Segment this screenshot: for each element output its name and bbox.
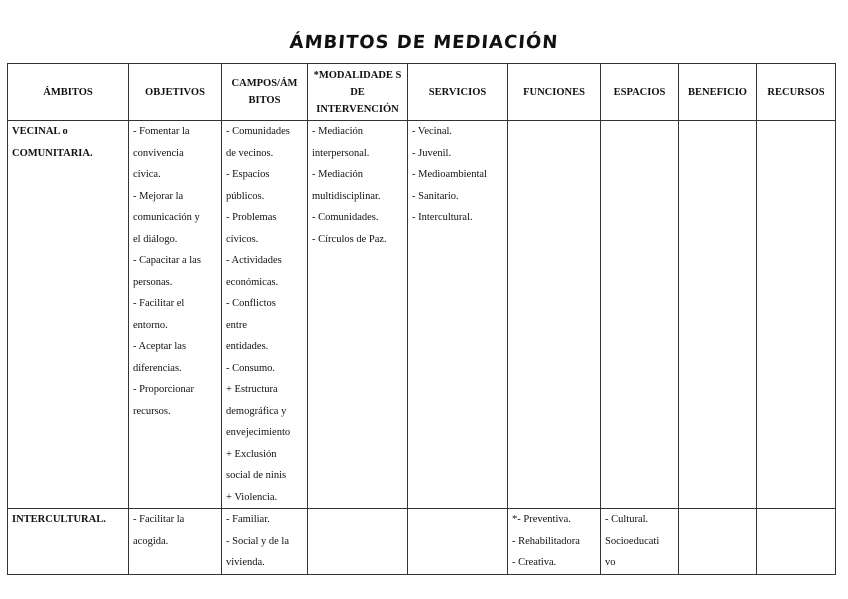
cell-line: entre: [226, 319, 247, 331]
cell-objetivos: [129, 121, 222, 509]
cell-line: - Fomentar la: [133, 126, 190, 137]
header-funciones: FUNCIONES: [508, 64, 601, 121]
cell-servicios: [408, 121, 508, 509]
cell-funciones: [508, 509, 601, 575]
cell-espacios: [601, 509, 679, 575]
cell-line: + Exclusión: [226, 448, 277, 460]
cell-line: acogida.: [133, 535, 169, 547]
header-recursos: RECURSOS: [757, 64, 836, 121]
cell-line: social de ninis: [226, 470, 287, 481]
cell-line: - Cultural.: [605, 514, 649, 525]
cell-line: - Actividades: [226, 255, 282, 266]
cell-beneficio: [679, 121, 757, 509]
cell-ambito: [8, 509, 129, 575]
cell-recursos: [757, 121, 836, 509]
cell-line: entorno.: [133, 319, 168, 331]
cell-campos: [222, 509, 308, 575]
cell-line: personas.: [133, 276, 173, 288]
header-espacios: ESPACIOS: [601, 64, 679, 121]
table-row: [8, 509, 836, 575]
cell-line: públicos.: [226, 190, 265, 202]
cell-recursos: [757, 509, 836, 575]
cell-line: - Círculos de Paz.: [312, 233, 387, 245]
cell-line: entidades.: [226, 341, 269, 352]
cell-line: VECINAL o: [12, 126, 68, 137]
document-title: ÁMBITOS DE MEDIACIÓN: [288, 32, 560, 53]
cell-line: - Creativa.: [512, 557, 557, 568]
cell-line: *- Preventiva.: [512, 514, 571, 525]
cell-line: vo: [605, 557, 616, 568]
cell-line: cívica.: [133, 169, 161, 180]
cell-line: - Sanitario.: [412, 190, 459, 202]
cell-line: COMUNITARIA.: [12, 147, 93, 159]
cell-line: de vecinos.: [226, 147, 274, 159]
header-objetivos: OBJETIVOS: [129, 64, 222, 121]
header-campos: CAMPOS/ÁM BITOS: [222, 64, 308, 121]
cell-servicios: [408, 509, 508, 575]
cell-funciones: [508, 121, 601, 509]
cell-line: - Facilitar el: [133, 298, 185, 309]
cell-objetivos: [129, 509, 222, 575]
cell-line: comunicación y: [133, 212, 200, 223]
cell-campos: [222, 121, 308, 509]
cell-line: - Social y de la: [226, 535, 289, 547]
header-beneficio: BENEFICIO: [679, 64, 757, 121]
cell-line: - Medioambiental: [412, 169, 487, 180]
cell-line: el diálogo.: [133, 233, 178, 245]
cell-line: - Comunidades.: [312, 212, 379, 223]
cell-line: - Intercultural.: [412, 212, 473, 223]
cell-line: + Violencia.: [226, 491, 278, 503]
header-ambitos: ÁMBITOS: [8, 64, 129, 121]
cell-line: - Facilitar la: [133, 514, 185, 525]
cell-line: - Espacios: [226, 169, 270, 180]
cell-beneficio: [679, 509, 757, 575]
cell-line: - Familiar.: [226, 514, 270, 525]
cell-line: cívicos.: [226, 233, 259, 245]
cell-line: - Comunidades: [226, 126, 290, 137]
table-row: [8, 121, 836, 509]
cell-line: - Conflictos: [226, 298, 276, 309]
cell-line: - Consumo.: [226, 362, 276, 374]
header-modalidades: *MODALIDADE S DE INTERVENCIÓN: [308, 64, 408, 121]
header-row: [8, 64, 836, 121]
cell-line: Socioeducati: [605, 535, 660, 547]
header-servicios: SERVICIOS: [408, 64, 508, 121]
cell-line: convivencia: [133, 147, 184, 159]
cell-line: vivienda.: [226, 557, 265, 568]
cell-line: - Aceptar las: [133, 341, 187, 352]
cell-line: - Mediación: [312, 126, 364, 137]
cell-line: - Rehabilitadora: [512, 535, 580, 547]
cell-espacios: [601, 121, 679, 509]
cell-line: - Proporcionar: [133, 384, 194, 395]
cell-line: - Capacitar a las: [133, 255, 201, 266]
cell-line: económicas.: [226, 276, 279, 288]
mediation-table: [7, 63, 836, 575]
cell-modalidades: [308, 509, 408, 575]
cell-line: - Mejorar la: [133, 190, 184, 202]
cell-line: multidisciplinar.: [312, 190, 381, 202]
cell-line: diferencias.: [133, 362, 182, 374]
cell-line: interpersonal.: [312, 147, 370, 159]
cell-line: INTERCULTURAL.: [12, 514, 106, 525]
cell-line: - Mediación: [312, 169, 364, 180]
cell-line: + Estructura: [226, 384, 278, 395]
cell-line: - Problemas: [226, 212, 277, 223]
cell-line: recursos.: [133, 405, 171, 417]
cell-line: - Vecinal.: [412, 126, 453, 137]
cell-line: envejecimiento: [226, 427, 291, 438]
cell-line: - Juvenil.: [412, 147, 452, 159]
cell-ambito: [8, 121, 129, 509]
cell-modalidades: [308, 121, 408, 509]
cell-line: demográfica y: [226, 405, 287, 417]
